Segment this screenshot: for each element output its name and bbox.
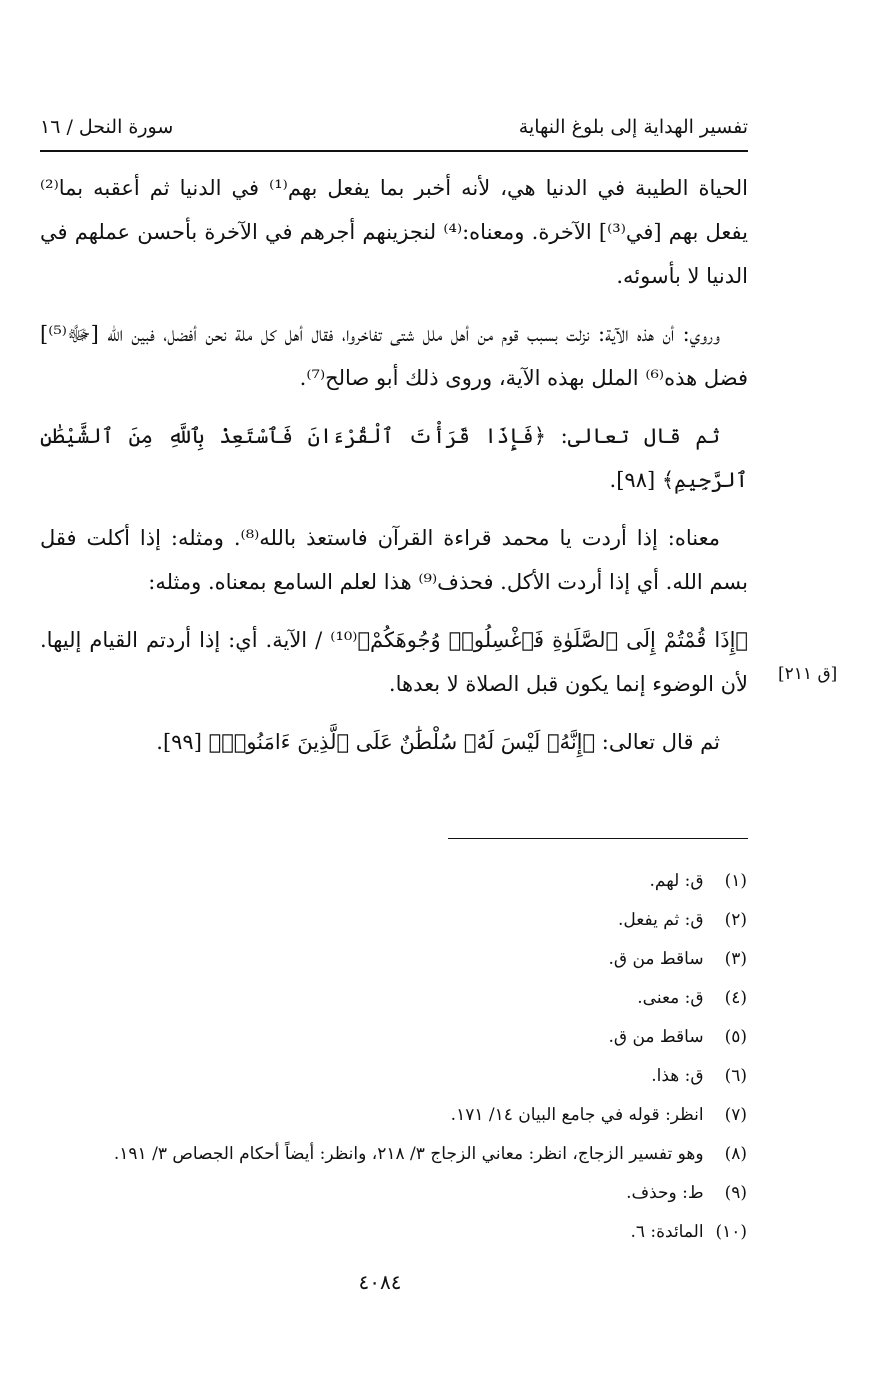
footnote-text: ق: لهم. [649, 871, 704, 891]
footnote-number: (١) [724, 871, 747, 891]
footnote-number: (٧) [724, 1105, 747, 1125]
footnote-number: (٤) [724, 988, 747, 1008]
footnote-text: انظر: قوله في جامع البيان ١٤/ ١٧١. [450, 1105, 704, 1125]
footnote-item [42, 979, 747, 1018]
footnote-item [42, 1096, 747, 1135]
footnote-text: ق: ثم يفعل. [618, 910, 704, 930]
footnote-item [42, 1213, 747, 1252]
footnote-text: المائدة: ٦. [630, 1222, 704, 1242]
paragraph-3: معناه: إذا أردت يا محمد قراءة القرآن فاستعذ بالله⁽⁸⁾. ومثله: إذا أكلت فقل بسم الله. أي إذا أردت الأكل. فحذف⁽⁹⁾ هذا لعلم السامع بمعناه. ومثله: [40, 526, 748, 594]
footnote-number: (٥) [724, 1027, 747, 1047]
footnote-item [42, 901, 747, 940]
footnote-item [42, 1057, 747, 1096]
footnote-item [42, 1135, 747, 1174]
footnote-item [42, 1018, 747, 1057]
page-number: ٤٠٨٤ [358, 1270, 402, 1294]
footnote-number: (١٠) [715, 1222, 747, 1242]
manuscript-margin-note: [ق ٢١١] [778, 664, 838, 684]
footnote-divider [448, 838, 748, 839]
running-header [40, 110, 748, 152]
quran-verse-99: ثم قال تعالى: ﴿إِنَّهُۥ لَيْسَ لَهُۥ سُلْطَٰنٌ عَلَى ٱلَّذِينَ ءَامَنُوا۟﴾ [٩٩]. [156, 730, 720, 754]
main-text [40, 166, 748, 764]
footnote-item [42, 940, 747, 979]
footnote-number: (٣) [724, 949, 747, 969]
footnote-text: وهو تفسير الزجاج، انظر: معاني الزجاج ٣/ ٢١٨، وانظر: أيضاً أحكام الجصاص ٣/ ١٩١. [113, 1144, 704, 1164]
footnote-text: ق: معنى. [637, 988, 704, 1008]
footnote-text: ساقط من ق. [608, 1027, 704, 1047]
footnote-text: ط: وحذف. [626, 1183, 704, 1203]
footnote-number: (٢) [724, 910, 747, 930]
footnote-text: ساقط من ق. [608, 949, 704, 969]
footnote-item [42, 862, 747, 901]
footnotes [42, 862, 747, 1252]
footnote-item [42, 1174, 747, 1213]
footnote-number: (٨) [724, 1144, 747, 1164]
book-title: تفسير الهداية إلى بلوغ النهاية [518, 116, 748, 138]
paragraph-1: الحياة الطيبة في الدنيا هي، لأنه أخبر بما يفعل بهم⁽¹⁾ في الدنيا ثم أعقبه بما⁽²⁾ يفعل بهم [في⁽³⁾] الآخرة. ومعناه:⁽⁴⁾ لنجزينهم أجرهم في الآخرة بأحسن عملهم في الدنيا لا بأسوئه. [40, 176, 749, 288]
surah-reference: سورة النحل / ١٦ [40, 116, 174, 138]
paragraph-4: ﴿إِذَا قُمْتُمْ إِلَى ٱلصَّلَوٰةِ فَٱغْسِلُوا۟ وُجُوهَكُمْ﴾⁽¹⁰⁾ / الآية. أي: إذا أردتم القيام إليها. لأن الوضوء إنما يكون قبل الصلاة لا بعدها. [40, 628, 749, 696]
paragraph-2: وروي: أن هذه الآية: نزلت بسبب قوم من أهل ملل شتى تفاخروا، فقال أهل كل ملة نحن أفضل، فبين الله [ﷻ⁽⁵⁾] فضل هذه⁽⁶⁾ الملل بهذه الآية، وروى ذلك أبو صالح⁽⁷⁾. [40, 322, 748, 390]
quran-verse-98: ثم قال تعالى: ﴿فَإِذَا قَرَأْتَ ٱلْقُرْءَانَ فَٱسْتَعِذْ بِٱللَّهِ مِنَ ٱلشَّيْطَٰنِ ٱلرَّجِيمِ﴾ [٩٨]. [40, 424, 748, 492]
footnote-text: ق: هذا. [651, 1066, 704, 1086]
footnote-number: (٦) [724, 1066, 747, 1086]
footnote-number: (٩) [724, 1183, 747, 1203]
